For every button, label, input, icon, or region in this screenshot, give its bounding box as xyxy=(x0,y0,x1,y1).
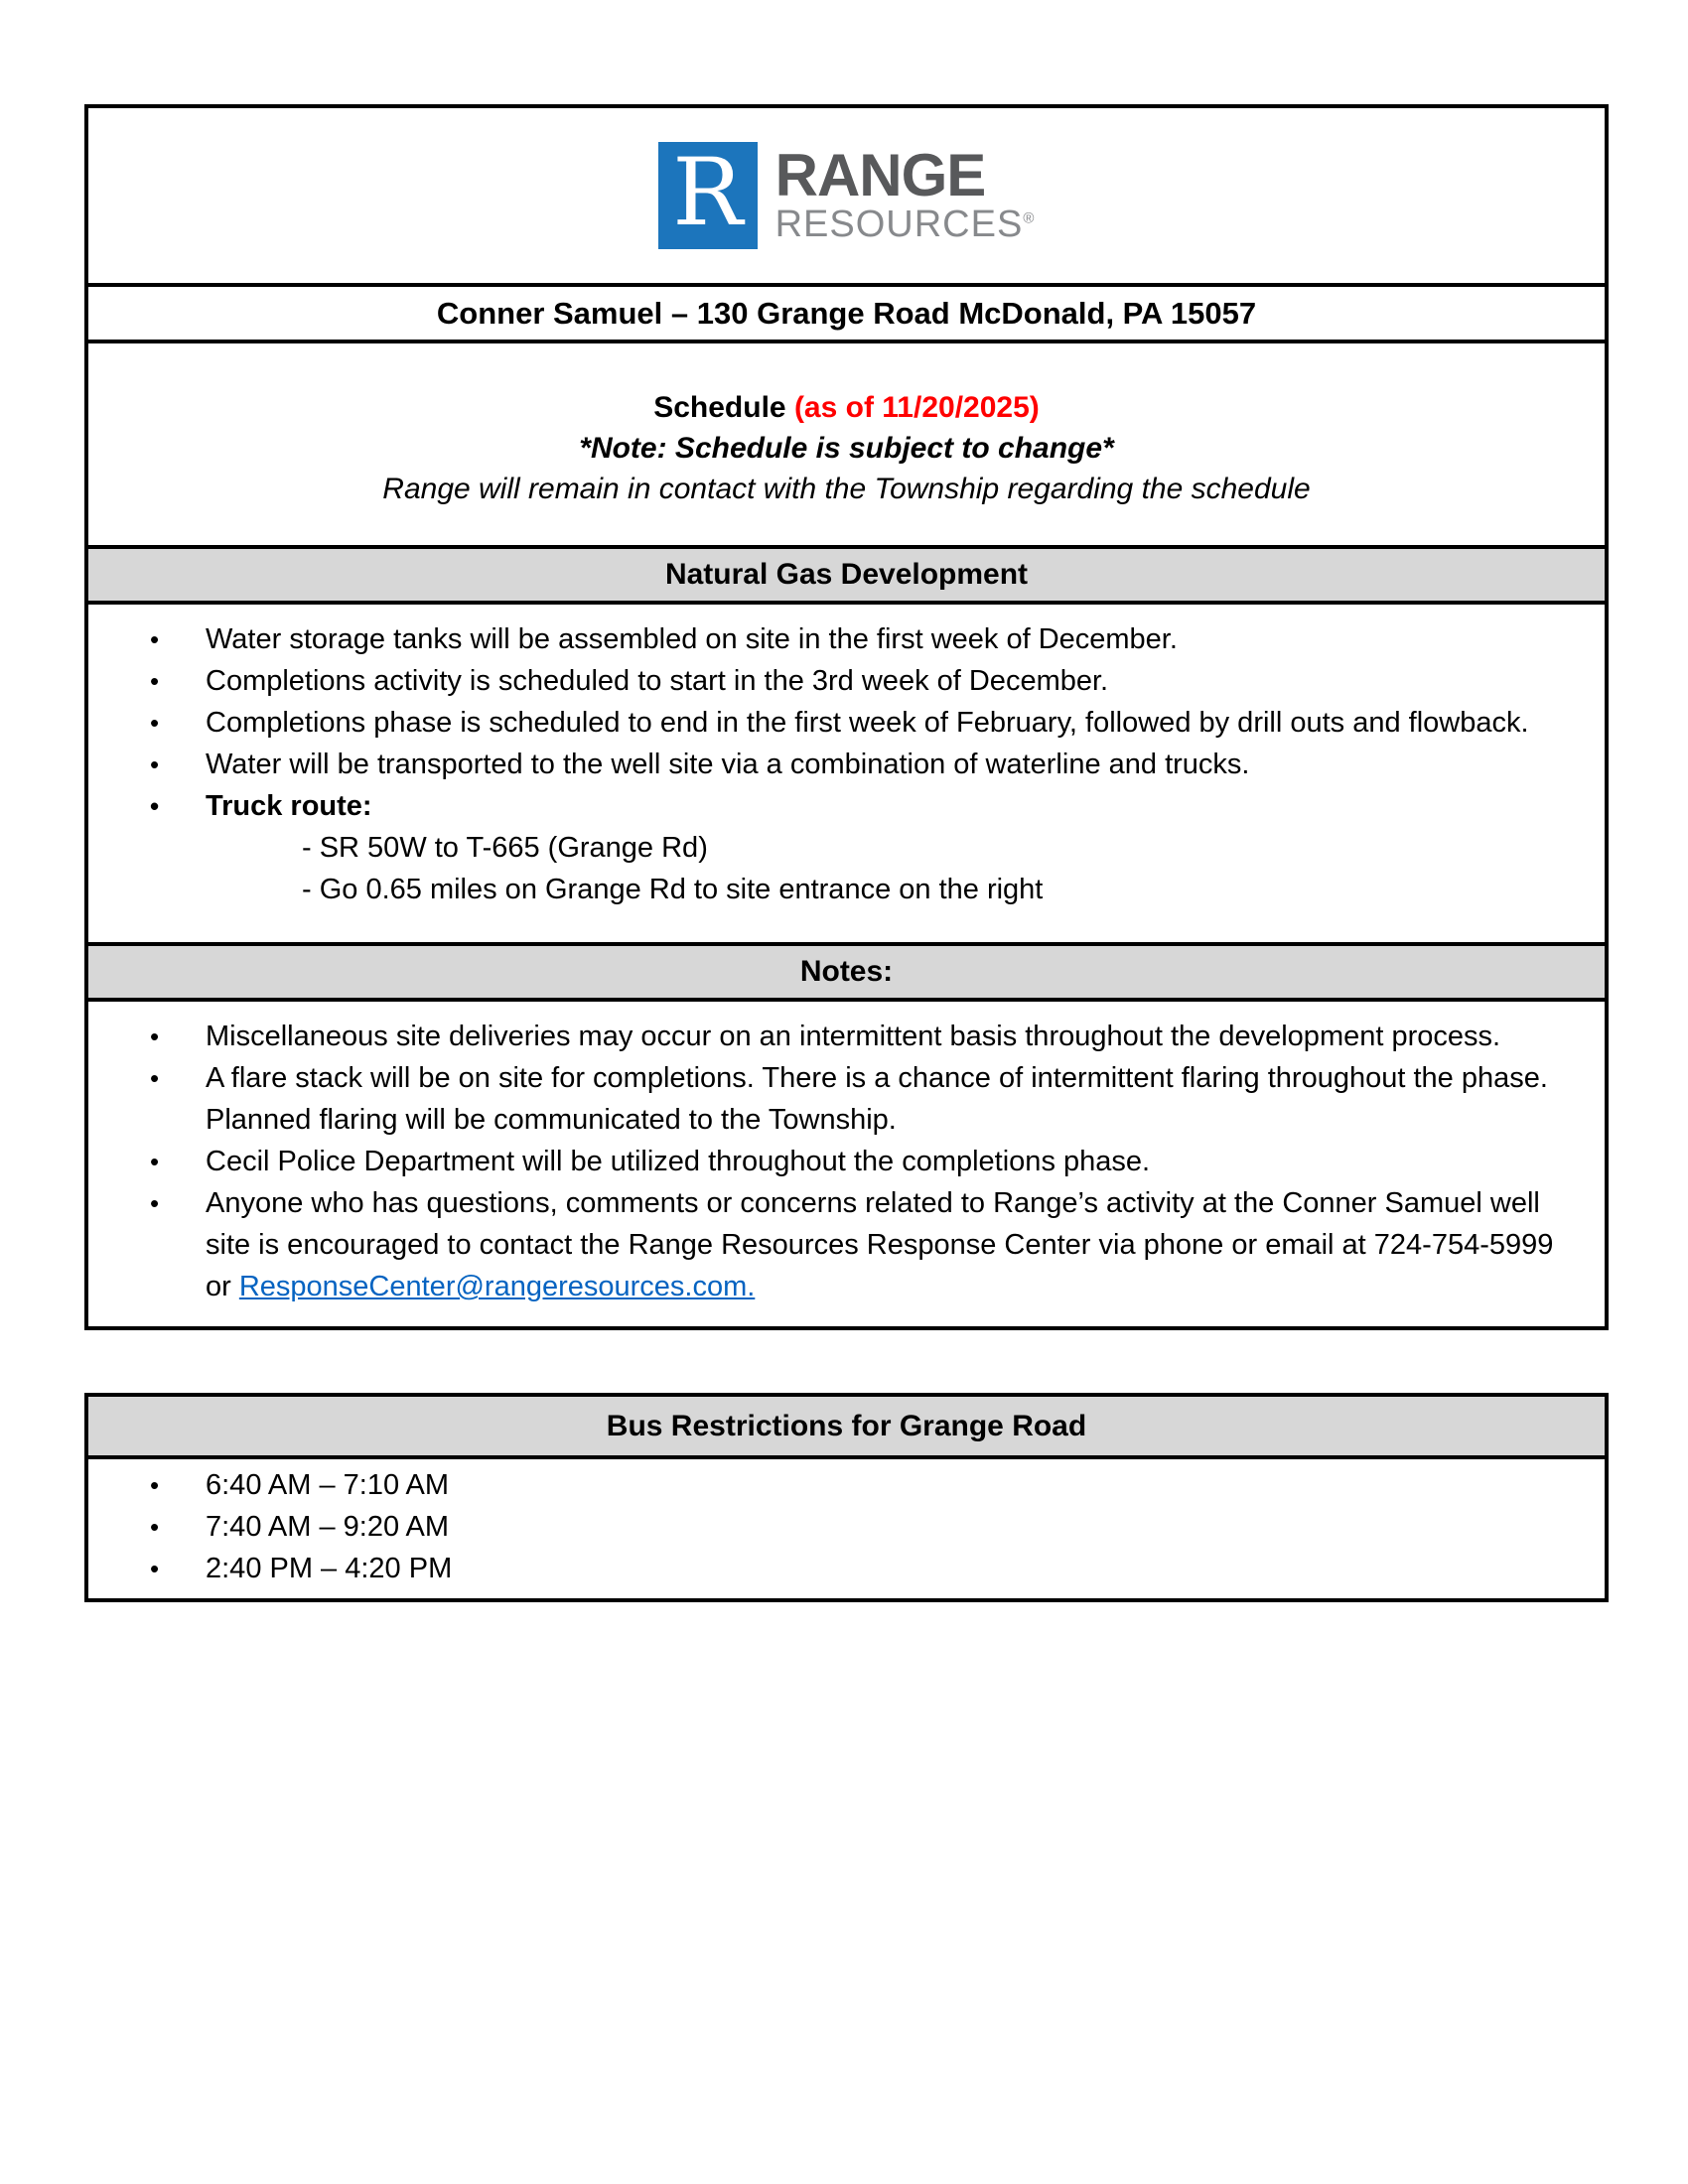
logo-wordmark xyxy=(774,142,1036,246)
bullet-icon: • xyxy=(150,1063,160,1093)
bullet-icon: • xyxy=(150,1554,160,1583)
bullet-icon: • xyxy=(150,1188,160,1218)
development-bullet xyxy=(88,702,1605,744)
development-bullet-list xyxy=(88,618,1605,827)
schedule-title: Schedule xyxy=(653,391,786,424)
notes-bullet-text: Cecil Police Department will be utilized throughout the completions phase. xyxy=(206,1146,1151,1177)
schedule-title-line xyxy=(88,387,1605,428)
schedule-document-table xyxy=(84,104,1609,1330)
bullet-icon: • xyxy=(150,1512,160,1542)
bullet-icon: • xyxy=(150,1147,160,1176)
bus-restrictions-times-section xyxy=(88,1455,1605,1598)
response-center-email-link[interactable]: ResponseCenter@rangeresources.com. xyxy=(238,1271,756,1302)
truck-route-step: - Go 0.65 miles on Grange Rd to site entrance on the right xyxy=(302,874,1044,905)
schedule-subnote: Range will remain in contact with the Township regarding the schedule xyxy=(382,473,1311,505)
bus-time-window-text: 7:40 AM – 9:20 AM xyxy=(206,1511,450,1543)
notes-bullet xyxy=(88,1016,1605,1057)
truck-route-steps xyxy=(88,827,1605,910)
notes-bullets-section xyxy=(88,998,1605,1326)
bullet-icon: • xyxy=(150,708,160,738)
development-bullets-section xyxy=(88,601,1605,942)
range-resources-logo xyxy=(658,139,1036,249)
development-bullet-text: Truck route: xyxy=(206,790,372,822)
logo-letter: R xyxy=(672,139,743,247)
notes-bullet xyxy=(88,1141,1605,1182)
bullet-icon: • xyxy=(150,1022,160,1051)
bullet-icon: • xyxy=(150,791,160,821)
bus-restrictions-header: Bus Restrictions for Grange Road xyxy=(88,1397,1605,1455)
schedule-note: *Note: Schedule is subject to change* xyxy=(579,432,1114,465)
bullet-icon: • xyxy=(150,1470,160,1500)
development-bullet-text: Water storage tanks will be assembled on site in the first week of December. xyxy=(206,623,1178,655)
bus-time-window-text: 6:40 AM – 7:10 AM xyxy=(206,1469,450,1501)
bullet-icon: • xyxy=(150,624,160,654)
logo-row xyxy=(88,108,1605,283)
bullet-icon: • xyxy=(150,750,160,779)
notes-bullet-text: A flare stack will be on site for completions. There is a chance of intermittent flaring throughout the phase. Planned flaring will be communicated to the Township. xyxy=(206,1062,1548,1136)
bus-time-window xyxy=(88,1548,1605,1589)
site-title-row xyxy=(88,283,1605,340)
notes-bullet-list xyxy=(88,1016,1605,1182)
bus-restrictions-table xyxy=(84,1393,1609,1602)
contact-bullet-list xyxy=(88,1182,1605,1307)
natural-gas-development-header: Natural Gas Development xyxy=(88,545,1605,601)
site-title: Conner Samuel – 130 Grange Road McDonald, PA 15057 xyxy=(436,295,1257,331)
range-r-icon xyxy=(658,139,758,249)
truck-route-step: - SR 50W to T-665 (Grange Rd) xyxy=(302,832,708,864)
bullet-icon: • xyxy=(150,666,160,696)
development-bullet-text: Water will be transported to the well site via a combination of waterline and trucks. xyxy=(206,749,1250,780)
notes-bullet-text: Miscellaneous site deliveries may occur on an intermittent basis throughout the development process. xyxy=(206,1021,1501,1052)
bus-time-window-text: 2:40 PM – 4:20 PM xyxy=(206,1553,453,1584)
development-bullet-text: Completions activity is scheduled to start in the 3rd week of December. xyxy=(206,665,1109,697)
notes-header: Notes: xyxy=(88,942,1605,998)
contact-text: Anyone who has questions, comments or concerns related to Range’s activity at the Conner Samuel well site is encouraged to contact the Range Resources Response Center via phone or email at 724-754-5999 or xyxy=(206,1187,1554,1302)
bus-time-window xyxy=(88,1464,1605,1506)
schedule-as-of-date: (as of 11/20/2025) xyxy=(793,391,1040,424)
development-bullet-text: Completions phase is scheduled to end in the first week of February, followed by drill outs and flowback. xyxy=(206,707,1529,739)
contact-bullet xyxy=(88,1182,1605,1307)
development-bullet xyxy=(88,785,1605,827)
logo-brand-bottom: RESOURCES® xyxy=(774,204,1036,246)
bus-times-list xyxy=(88,1464,1605,1589)
notes-bullet xyxy=(88,1057,1605,1141)
schedule-header-row xyxy=(88,340,1605,545)
registered-trademark-icon: ® xyxy=(1023,209,1036,227)
development-bullet xyxy=(88,744,1605,785)
logo-brand-top: RANGE xyxy=(774,142,986,209)
development-bullet xyxy=(88,660,1605,702)
development-bullet xyxy=(88,618,1605,660)
bus-time-window xyxy=(88,1506,1605,1548)
